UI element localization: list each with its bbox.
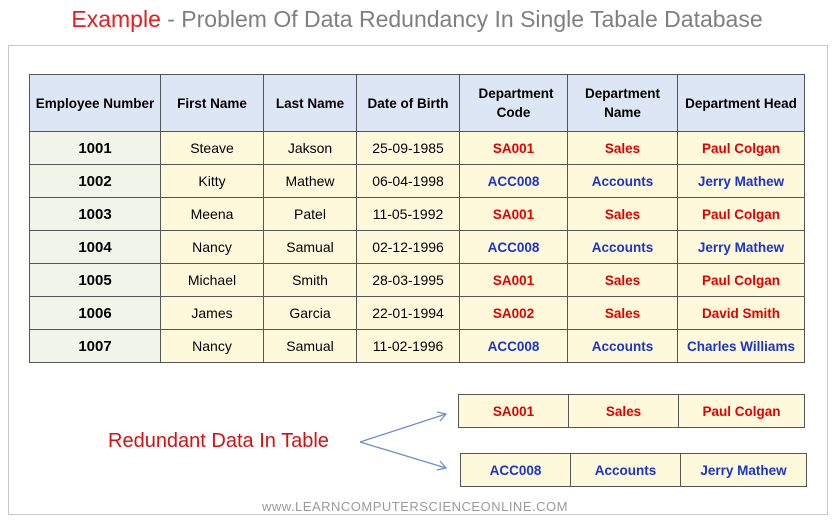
cell-department-head: Charles Williams	[678, 330, 805, 363]
cell-department-code: SA001	[460, 198, 568, 231]
header-department-head: Department Head	[678, 75, 805, 132]
cell-department-name: Sales	[568, 198, 678, 231]
cell-department-head: Jerry Mathew	[678, 231, 805, 264]
cell-date-of-birth: 25-09-1985	[357, 132, 460, 165]
header-department-name-label: Department Name	[584, 86, 660, 120]
redundant-cell-head: Jerry Mathew	[681, 454, 807, 487]
cell-department-name: Sales	[568, 132, 678, 165]
title-text: - Problem Of Data Redundancy In Single Tabale Database	[160, 6, 763, 32]
cell-employee-number: 1002	[30, 165, 161, 198]
cell-last-name: Samual	[264, 330, 357, 363]
header-date-of-birth: Date of Birth	[357, 75, 460, 132]
cell-department-code: SA001	[460, 264, 568, 297]
redundant-cell-head: Paul Colgan	[679, 395, 805, 428]
cell-department-head: David Smith	[678, 297, 805, 330]
cell-department-code: ACC008	[460, 231, 568, 264]
arrow-to-sales-row	[360, 414, 446, 442]
cell-date-of-birth: 11-05-1992	[357, 198, 460, 231]
cell-department-head: Paul Colgan	[678, 264, 805, 297]
cell-department-name: Accounts	[568, 330, 678, 363]
cell-last-name: Garcia	[264, 297, 357, 330]
cell-department-code: ACC008	[460, 330, 568, 363]
cell-employee-number: 1004	[30, 231, 161, 264]
header-employee-number: Employee Number	[30, 75, 161, 132]
cell-last-name: Samual	[264, 231, 357, 264]
cell-first-name: Meena	[161, 198, 264, 231]
cell-last-name: Jakson	[264, 132, 357, 165]
cell-department-code: ACC008	[460, 165, 568, 198]
cell-last-name: Patel	[264, 198, 357, 231]
redundant-cell-code: SA001	[459, 395, 569, 428]
cell-department-head: Jerry Mathew	[678, 165, 805, 198]
cell-employee-number: 1005	[30, 264, 161, 297]
cell-employee-number: 1001	[30, 132, 161, 165]
redundant-cell-dept: Sales	[569, 395, 679, 428]
cell-first-name: Kitty	[161, 165, 264, 198]
header-last-name: Last Name	[264, 75, 357, 132]
cell-department-head: Paul Colgan	[678, 198, 805, 231]
header-department-code-label: Department Code	[478, 86, 554, 120]
cell-department-code: SA001	[460, 132, 568, 165]
cell-employee-number: 1007	[30, 330, 161, 363]
cell-department-name: Sales	[568, 297, 678, 330]
site-watermark: www.LEARNCOMPUTERSCIENCEONLINE.COM	[258, 499, 572, 514]
cell-department-name: Accounts	[568, 165, 678, 198]
title-prefix: Example	[71, 6, 161, 32]
cell-date-of-birth: 06-04-1998	[357, 165, 460, 198]
cell-first-name: Nancy	[161, 330, 264, 363]
cell-last-name: Mathew	[264, 165, 357, 198]
redundant-cell-dept: Accounts	[571, 454, 681, 487]
cell-department-name: Sales	[568, 264, 678, 297]
redundant-cell-code: ACC008	[461, 454, 571, 487]
cell-first-name: Michael	[161, 264, 264, 297]
cell-department-head: Paul Colgan	[678, 132, 805, 165]
header-first-name: First Name	[161, 75, 264, 132]
cell-first-name: Nancy	[161, 231, 264, 264]
cell-first-name: Steave	[161, 132, 264, 165]
cell-department-name: Accounts	[568, 231, 678, 264]
cell-first-name: James	[161, 297, 264, 330]
cell-date-of-birth: 22-01-1994	[357, 297, 460, 330]
redundant-data-label: Redundant Data In Table	[108, 430, 329, 452]
cell-date-of-birth: 02-12-1996	[357, 231, 460, 264]
cell-department-code: SA002	[460, 297, 568, 330]
cell-date-of-birth: 11-02-1996	[357, 330, 460, 363]
cell-employee-number: 1006	[30, 297, 161, 330]
cell-employee-number: 1003	[30, 198, 161, 231]
cell-date-of-birth: 28-03-1995	[357, 264, 460, 297]
arrow-to-accounts-row	[360, 442, 446, 468]
cell-last-name: Smith	[264, 264, 357, 297]
